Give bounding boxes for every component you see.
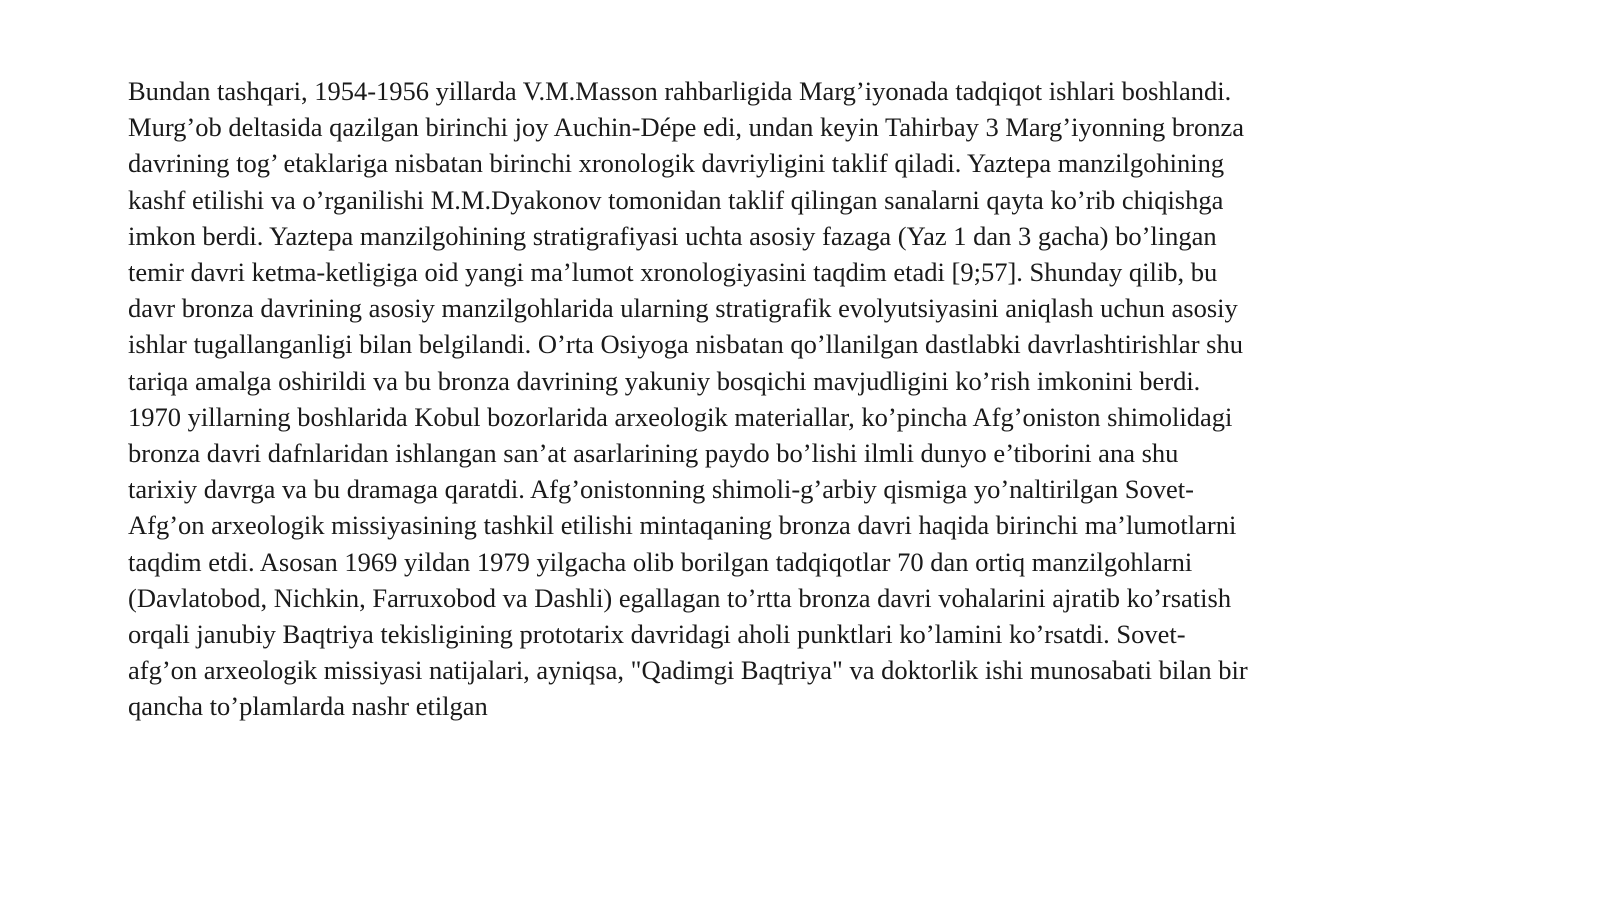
paragraph-line: (Davlatobod, Nichkin, Farruxobod va Dashli) egallagan to’rtta bronza davri vohalarini ajratib ko’rsatish (128, 582, 1232, 613)
paragraph-line: Afg’on arxeologik missiyasining tashkil etilishi mintaqaning bronza davri haqida birinchi ma’lumotlarni (128, 510, 1237, 541)
paragraph-line: davrining tog’ etaklariga nisbatan birinchi xronologik davriyligini taklif qiladi. Yaztepa manzilgohining (128, 148, 1225, 179)
paragraph-line: tarixiy davrga va bu dramaga qaratdi. Afg’onistonning shimoli-g’arbiy qismiga yo’naltirilgan Sovet- (128, 474, 1194, 505)
paragraph-line: qancha to’plamlarda nashr etilgan (128, 691, 488, 722)
paragraph-line: Murg’ob deltasida qazilgan birinchi joy Auchin-Dépe edi, undan keyin Tahirbay 3 Marg’iyonning bronza (128, 112, 1245, 143)
body-paragraph (128, 73, 1468, 725)
paragraph-line: temir davri ketma-ketligiga oid yangi ma’lumot xronologiyasini taqdim etadi [9;57]. Shunday qilib, bu (128, 257, 1218, 288)
paragraph-line: kashf etilishi va o’rganilishi M.M.Dyakonov tomonidan taklif qilingan sanalarni qayta ko’rib chiqishga (128, 184, 1224, 215)
paragraph-line: orqali janubiy Baqtriya tekisligining prototarix davridagi aholi punktlari ko’lamini ko’rsatdi. Sovet- (128, 619, 1186, 650)
paragraph-line: tariqa amalga oshirildi va bu bronza davrining yakuniy bosqichi mavjudligini ko’rish imkonini berdi. (128, 365, 1201, 396)
paragraph-line: bronza davri dafnlaridan ishlangan san’at asarlarining paydo bo’lishi ilmli dunyo e’tiborini ana shu (128, 438, 1179, 469)
paragraph-line: taqdim etdi. Asosan 1969 yildan 1979 yilgacha olib borilgan tadqiqotlar 70 dan ortiq manzilgohlarni (128, 546, 1193, 577)
paragraph-line: Bundan tashqari, 1954-1956 yillarda V.M.Masson rahbarligida Marg’iyonada tadqiqot ishlari boshlandi. (128, 76, 1232, 106)
paragraph-line: imkon berdi. Yaztepa manzilgohining stratigrafiyasi uchta asosiy fazaga (Yaz 1 dan 3 gacha) bo’lingan (128, 220, 1217, 251)
paragraph-line: afg’on arxeologik missiyasi natijalari, ayniqsa, "Qadimgi Baqtriya" va doktorlik ishi munosabati bilan bir (128, 655, 1248, 686)
paragraph-line: ishlar tugallanganligi bilan belgilandi. O’rta Osiyoga nisbatan qo’llanilgan dastlabki davrlashtirishlar shu (128, 329, 1243, 360)
paragraph-line: 1970 yillarning boshlarida Kobul bozorlarida arxeologik materiallar, ko’pincha Afg’oniston shimolidagi (128, 401, 1233, 432)
paragraph-line: davr bronza davrining asosiy manzilgohlarida ularning stratigrafik evolyutsiyasini aniqlash uchun asosiy (128, 293, 1238, 324)
